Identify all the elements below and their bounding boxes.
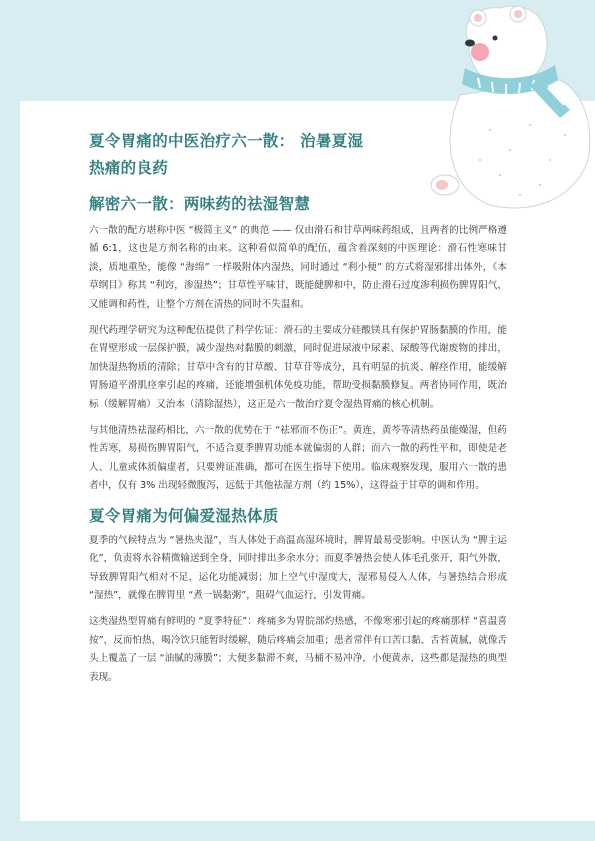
article-title-line-2: 热痛的良药 xyxy=(89,159,169,177)
section-1-paragraph-3: 与其他清热祛湿药相比，六一散的优势在于 “祛邪而不伤正”。黄连、黄芩等清热药虽能燥湿，但药性苦寒，易损伤脾胃阳气，不适合夏季脾胃功能本就偏弱的人群；而六一散的药性平和，即使是老人、儿童或体质偏虚者，只要辨证准确，都可在医生指导下使用。临床观察发现，服用六一散的患者中，仅有 3% 出现轻微腹泻，远低于其他祛湿方剂（约 15%），这得益于甘草的调和作用。 xyxy=(89,425,507,492)
section-1-heading: 解密六一散：两味药的祛湿智慧 xyxy=(89,195,311,213)
section-2-paragraph-1: 夏季的气候特点为 “暑热夹湿”，当人体处于高温高湿环境时，脾胃最易受影响。中医认为 “脾主运化”，负责将水谷精微输送到全身，同时排出多余水分；而夏季暑热会使人体毛孔张开，阳气外散，导致脾胃阳气相对不足，运化功能减弱；加上空气中湿度大，湿邪易侵入人体，与暑热结合形成 “湿热”，就像在脾胃里 “煮一锅黏粥”，阻碍气血运行，引发胃痛。 xyxy=(89,534,507,601)
article-content xyxy=(89,128,507,695)
section-2-paragraph-2: 这类湿热型胃痛有鲜明的 “夏季特征”：疼痛多为胃脘部灼热感，不像寒邪引起的疼痛那样 “喜温喜按”，反而怕热，喝冷饮只能暂时缓解，随后疼痛会加重；患者常伴有口苦口黏、舌苔黄腻，就像舌头上覆盖了一层 “油腻的薄膜”；大便多黏滞不爽，马桶不易冲净，小便黄赤，这些都是湿热的典型表现。 xyxy=(89,616,507,683)
section-2-heading: 夏令胃痛为何偏爱湿热体质 xyxy=(89,506,279,525)
section-1-paragraph-2: 现代药理学研究为这种配伍提供了科学佐证：滑石的主要成分硅酸镁具有保护胃肠黏膜的作用，能在胃壁形成一层保护膜，减少湿热对黏膜的刺激，同时促进尿液中尿素、尿酸等代谢废物的排出，加快湿热物质的清除；甘草中含有的甘草酸、甘草苷等成分，具有明显的抗炎、解痉作用，能缓解胃肠道平滑肌痉挛引起的疼痛，还能增强机体免疫功能，帮助受损黏膜修复。两者协同作用，既治标（缓解胃痛）又治本（清除湿热），这正是六一散治疗夏令湿热胃痛的核心机制。 xyxy=(89,325,507,410)
article-title xyxy=(89,128,507,182)
section-1-paragraph-1: 六一散的配方堪称中医 “极简主义” 的典范 —— 仅由滑石和甘草两味药组成，且两者的比例严格遵循 6:1，这也是方剂名称的由来。这种看似简单的配伍，蕴含着深刻的中医理论：滑石性寒味甘淡，质地重坠，能像 “海绵” 一样吸附体内湿热，同时通过 “利小便” 的方式将湿邪排出体外，《本草纲目》称其 “利窍，渗湿热”；甘草性平味甘，既能健脾和中，防止滑石过度渗利损伤脾胃阳气，又能调和药性，让整个方剂在清热的同时不失温和。 xyxy=(89,225,507,310)
article-title-line-1: 夏令胃痛的中医治疗六一散： 治暑夏湿 xyxy=(89,132,364,150)
